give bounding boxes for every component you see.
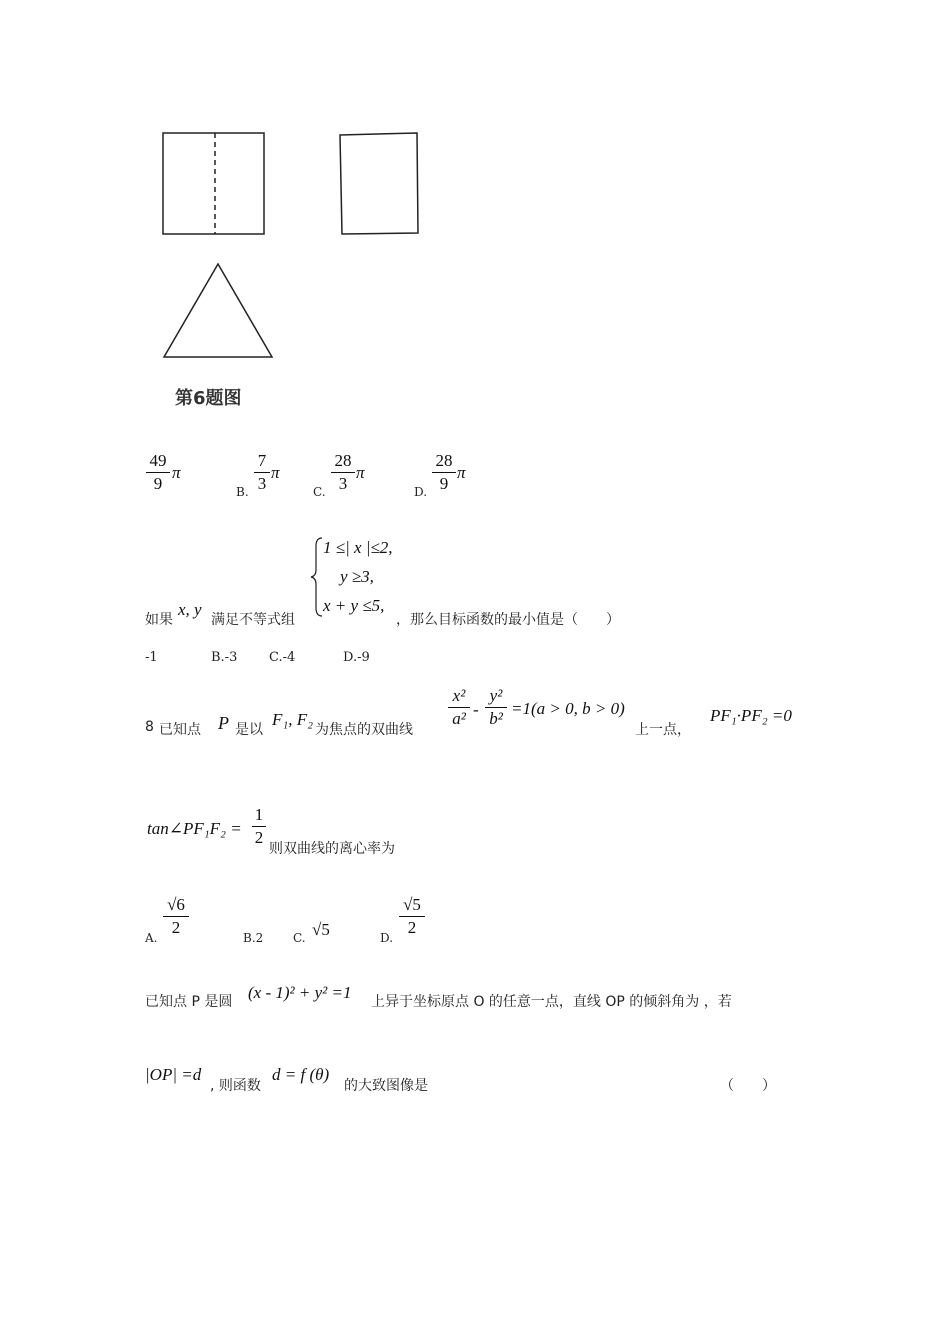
q6-option-c-fraction bbox=[331, 451, 355, 494]
q8-a-num: √6 bbox=[167, 895, 185, 914]
q8-text-3: 为焦点的双曲线 bbox=[315, 722, 413, 738]
q9-text-2: 上异于坐标原点 O 的任意一点，直线 OP 的倾斜角为 ，若 bbox=[371, 994, 732, 1010]
q8-tan-num: 1 bbox=[254, 805, 264, 824]
q8-text-4: 上一点， bbox=[635, 722, 691, 738]
hyperbola-term-x bbox=[448, 686, 470, 729]
q9-text-1: 已知点 P 是圆 bbox=[145, 994, 233, 1010]
left-brace-icon bbox=[310, 536, 324, 618]
q6-c-den: 3 bbox=[338, 474, 348, 493]
q7-option-c: C.-4 bbox=[269, 650, 296, 665]
q8-option-b: B.2 bbox=[243, 931, 264, 945]
q7-system-line-3: x + y ≤5, bbox=[323, 596, 385, 615]
figure-caption: 第6题图 bbox=[175, 388, 242, 409]
q6-c-pi: π bbox=[356, 463, 365, 482]
q8-tan-den: 2 bbox=[254, 828, 264, 847]
q8-tan: tan∠PF₁F₂ = bbox=[147, 819, 242, 838]
q9-answer-paren: （ ） bbox=[720, 1078, 776, 1094]
q9-circle-equation: (x - 1)² + y² =1 bbox=[248, 983, 352, 1002]
q6-c-label: C. bbox=[313, 485, 326, 499]
q7-option-b: B.-3 bbox=[211, 650, 238, 665]
q8-text-2: 是以 bbox=[235, 722, 263, 738]
q8-dot-product: PF₁·PF₂ =0 bbox=[710, 706, 792, 725]
q6-d-num: 28 bbox=[435, 451, 453, 470]
q6-option-d-fraction bbox=[432, 451, 456, 494]
q6-option-a-fraction bbox=[146, 451, 170, 494]
q6-a-pi: π bbox=[172, 463, 181, 482]
q8-text-1: 已知点 bbox=[159, 722, 201, 738]
q8-d-num: √5 bbox=[403, 895, 421, 914]
q8-option-c-value: √5 bbox=[312, 920, 330, 939]
q6-b-label: B. bbox=[236, 485, 249, 499]
q8-option-a-label: A. bbox=[145, 931, 158, 945]
q7-system-line-2: y ≥3, bbox=[340, 567, 374, 586]
top-view-triangle bbox=[164, 264, 272, 357]
three-view-figure bbox=[150, 120, 440, 370]
q6-c-num: 28 bbox=[334, 451, 352, 470]
side-view bbox=[340, 133, 418, 234]
q8-number: 8 bbox=[145, 719, 154, 735]
q8-foci: F₁, F₂ bbox=[272, 710, 314, 729]
front-view bbox=[163, 133, 264, 234]
q7-system-line-1: 1 ≤| x |≤2, bbox=[323, 538, 393, 557]
q8-y2: y² bbox=[489, 686, 503, 705]
q7-suffix: ，那么目标函数的最小值是（ ） bbox=[396, 612, 620, 628]
q8-option-a-fraction bbox=[163, 895, 189, 938]
q8-a2: a² bbox=[452, 709, 466, 728]
q7-option-d: D.-9 bbox=[343, 650, 370, 665]
q8-point-p: P bbox=[218, 713, 229, 733]
q6-option-b-fraction bbox=[254, 451, 270, 494]
q8-option-c-label: C. bbox=[293, 931, 306, 945]
hyperbola-term-y bbox=[485, 686, 507, 729]
q9-text-3: , 则函数 bbox=[210, 1078, 261, 1094]
q6-b-num: 7 bbox=[257, 451, 267, 470]
q8-option-d-fraction bbox=[399, 895, 425, 938]
q6-d-label: D. bbox=[414, 485, 428, 499]
q6-d-pi: π bbox=[457, 463, 466, 482]
q8-text-5: 则双曲线的离心率为 bbox=[269, 841, 395, 857]
q6-b-pi: π bbox=[271, 463, 280, 482]
q8-x2: x² bbox=[452, 686, 466, 705]
q8-a-den: 2 bbox=[171, 918, 181, 937]
q8-d-den: 2 bbox=[407, 918, 417, 937]
q7-prefix: 如果 bbox=[145, 612, 173, 628]
minus-sign: - bbox=[473, 700, 479, 719]
q8-option-d-label: D. bbox=[380, 931, 394, 945]
q6-a-num: 49 bbox=[149, 451, 167, 470]
q6-d-den: 9 bbox=[439, 474, 449, 493]
q8-tan-fraction bbox=[252, 805, 266, 848]
q6-a-den: 9 bbox=[153, 474, 163, 493]
q6-b-den: 3 bbox=[257, 474, 267, 493]
q7-middle: 满足不等式组 bbox=[211, 612, 295, 628]
q7-vars: x, y bbox=[178, 600, 202, 619]
q9-function: d = f (θ) bbox=[272, 1065, 330, 1084]
q9-text-4: 的大致图像是 bbox=[344, 1078, 428, 1094]
q7-option-a: -1 bbox=[145, 650, 158, 665]
q8-b2: b² bbox=[489, 709, 503, 728]
q9-op-equals-d: |OP| =d bbox=[145, 1065, 202, 1084]
hyperbola-rest: =1(a > 0, b > 0) bbox=[511, 699, 625, 718]
